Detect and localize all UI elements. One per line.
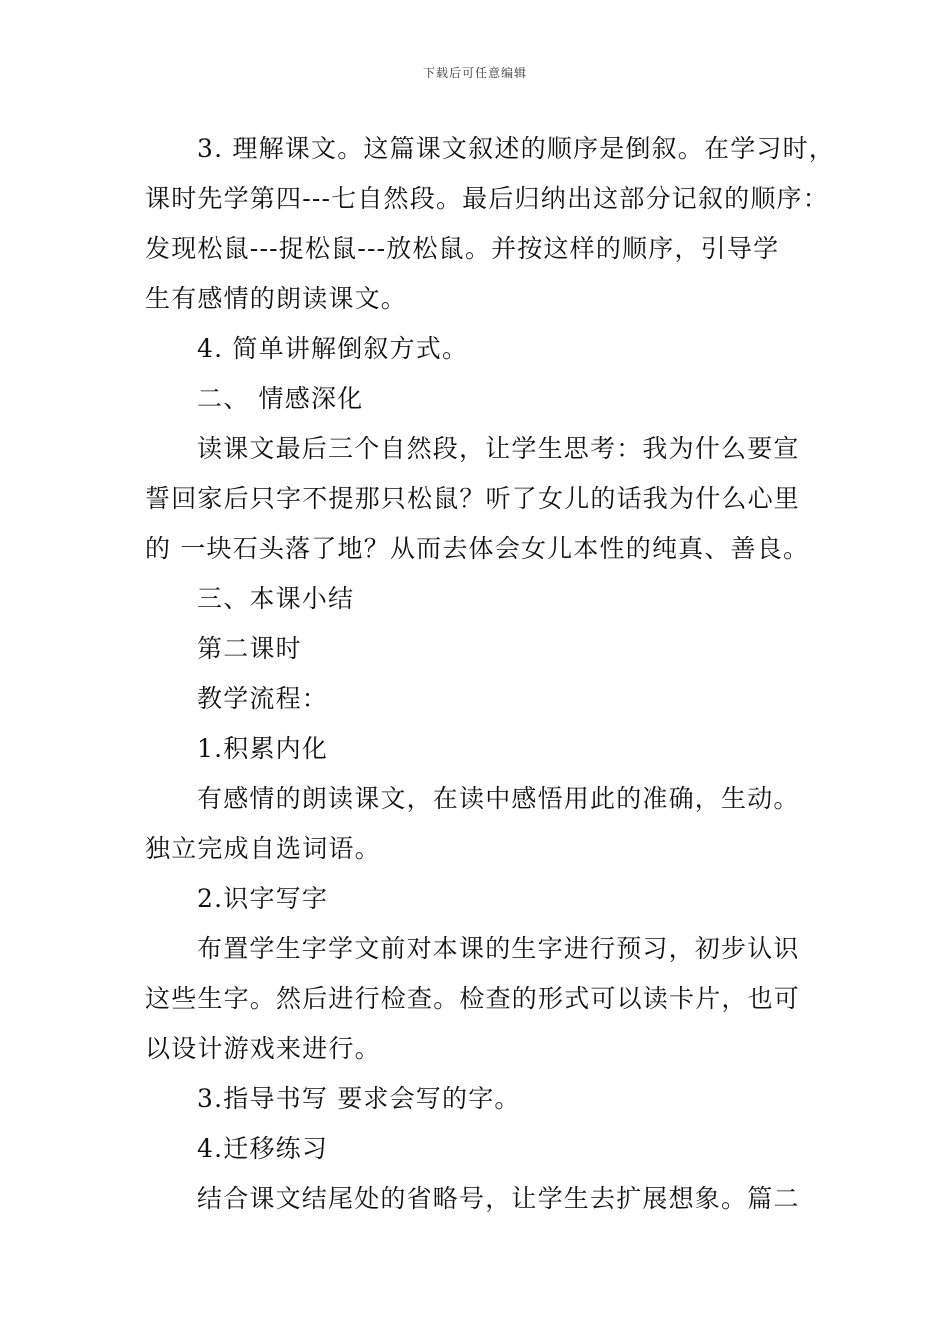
text-line-9: 的 一块石头落了地？从而去体会女儿本性的纯真、善良。 (145, 534, 810, 563)
text-line-4: 生有感情的朗读课文。 (145, 284, 408, 313)
text-line-2: 课时先学第四---七自然段。最后归纳出这部分记叙的顺序： (145, 184, 829, 213)
text-line-3: 发现松鼠---捉松鼠---放松鼠。并按这样的顺序，引导学 (145, 234, 780, 263)
text-line-22: 结合课文结尾处的省略号，让学生去扩展想象。篇二 (197, 1184, 800, 1213)
document-body (145, 124, 836, 1224)
page-header: 下载后可任意编辑 (422, 66, 527, 80)
section-heading-second-lesson: 第二课时 (197, 634, 302, 663)
text-line-17: 布置学生字学文前对本课的生字进行预习，初步认识 (197, 934, 800, 963)
item-heading-2: 2.识字写字 (197, 884, 329, 913)
text-line-5: 4. 简单讲解倒叙方式。 (197, 334, 469, 363)
text-line-15: 独立完成自选词语。 (145, 834, 381, 863)
section-heading-emotion: 二、 情感深化 (197, 384, 364, 413)
text-line-8: 誓回家后只字不提那只松鼠？听了女儿的话我为什么心里 (145, 484, 801, 513)
item-heading-1: 1.积累内化 (197, 734, 329, 763)
item-heading-4: 4.迁移练习 (197, 1134, 329, 1163)
section-heading-process: 教学流程： (197, 684, 329, 713)
text-line-1: 3. 理解课文。这篇课文叙述的顺序是倒叙。在学习时， (197, 134, 836, 163)
text-line-7: 读课文最后三个自然段，让学生思考：我为什么要宣 (197, 434, 800, 463)
section-heading-summary: 三、本课小结 (197, 584, 355, 613)
text-line-14: 有感情的朗读课文，在读中感悟用此的准确，生动。 (197, 784, 800, 813)
item-heading-3: 3.指导书写 要求会写的字。 (197, 1084, 521, 1113)
text-line-19: 以设计游戏来进行。 (145, 1034, 381, 1063)
text-line-18: 这些生字。然后进行检查。检查的形式可以读卡片，也可 (145, 984, 801, 1013)
